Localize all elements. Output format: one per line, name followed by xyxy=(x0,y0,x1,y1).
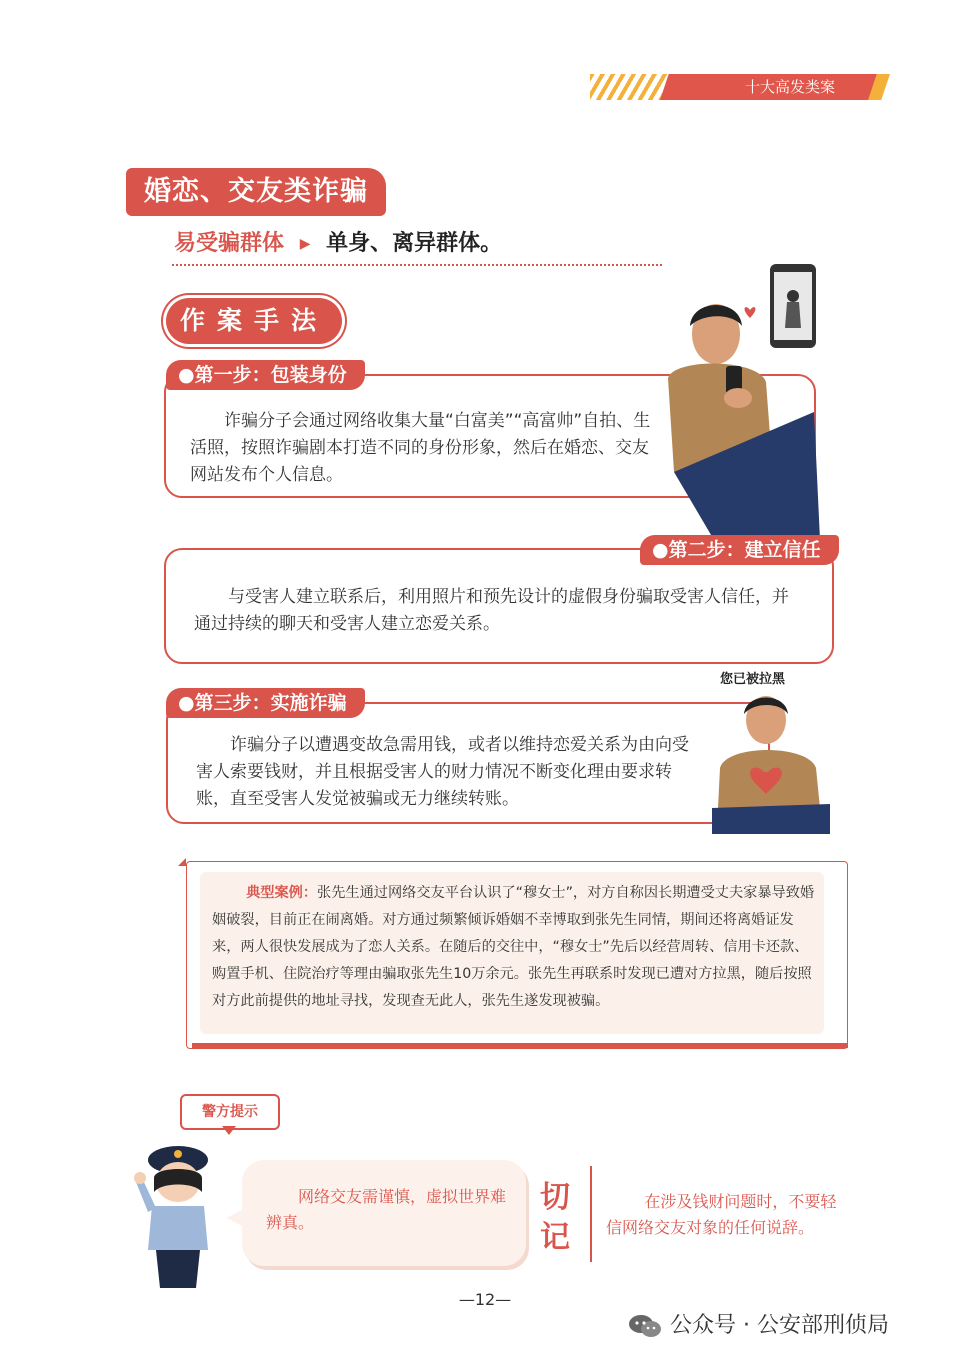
sad-man-illustration xyxy=(712,688,830,834)
case-body: 张先生通过网络交友平台认识了“穆女士”，对方自称因长期遭受丈夫家暴导致婚姻破裂，目前正在闹离婚。对方通过频繁倾诉婚姻不幸博取到张先生同情，期间还将离婚证发来，两人很快发展成为了恋人关系。在随后的交往中，“穆女士”先后以经营周转、信用卡还款、购置手机、住院治疗等理由骗取张先生10万余元。张先生再联系时发现已遭对方拉黑，随后按照对方此前提供的地址寻找，发现查无此人，张先生遂发现被骗。 xyxy=(212,885,815,1009)
play-arrow-icon: ▶ xyxy=(299,236,311,252)
method-title: 作案手法 xyxy=(166,298,342,344)
vulnerable-group-row xyxy=(174,226,674,262)
step-3-tag: ●第三步：实施诈骗 xyxy=(166,688,365,718)
tip-bubble-text: 网络交友需谨慎，虚拟世界难辨真。 xyxy=(266,1187,507,1232)
police-officer-illustration xyxy=(132,1138,222,1288)
watermark-text: 公众号 · 公安部刑侦局 xyxy=(670,1313,889,1338)
watermark xyxy=(628,1308,948,1344)
remember-divider xyxy=(590,1166,592,1262)
section-title: 婚恋、交友类诈骗 xyxy=(126,168,386,216)
tip-bubble-pointer xyxy=(226,1210,242,1226)
police-tip-tag: 警方提示 xyxy=(180,1094,280,1130)
case-corner xyxy=(178,858,186,866)
blocked-label: 您已被拉黑 xyxy=(720,672,786,687)
header-banner-text: 十大高发类案 xyxy=(744,78,835,96)
step-1-tag: ●第一步：包装身份 xyxy=(166,360,365,390)
step-1-text: 诈骗分子会通过网络收集大量“白富美”“高富帅”自拍、生活照，按照诈骗剧本打造不同的身份形象，然后在婚恋、交友网站发布个人信息。 xyxy=(190,411,651,485)
case-bottom-bar xyxy=(192,1043,848,1048)
step-2-text: 与受害人建立联系后，利用照片和预先设计的虚假身份骗取受害人信任，并通过持续的聊天和受害人建立恋爱关系。 xyxy=(194,587,789,634)
wechat-icon xyxy=(628,1314,662,1338)
case-label: 典型案例： xyxy=(246,885,318,901)
vulnerable-group-label: 易受骗群体 xyxy=(174,231,285,256)
remember-title: 切记 xyxy=(540,1180,570,1255)
step-3-text: 诈骗分子以遭遇变故急需用钱，或者以维持恋爱关系为由向受害人索要钱财，并且根据受害人的财力情况不断变化理由要求转账，直至受害人发觉被骗或无力继续转账。 xyxy=(196,735,689,809)
step-2-tag: ●第二步：建立信任 xyxy=(640,535,839,565)
remember-text: 在涉及钱财问题时，不要轻信网络交友对象的任何说辞。 xyxy=(606,1192,837,1237)
man-with-phone-illustration xyxy=(654,262,824,540)
vulnerable-group-value: 单身、离异群体。 xyxy=(326,231,503,256)
dotted-divider xyxy=(172,264,662,266)
page-number: —12— xyxy=(458,1290,512,1309)
police-tag-pointer xyxy=(222,1126,236,1135)
case-text xyxy=(212,880,816,1015)
